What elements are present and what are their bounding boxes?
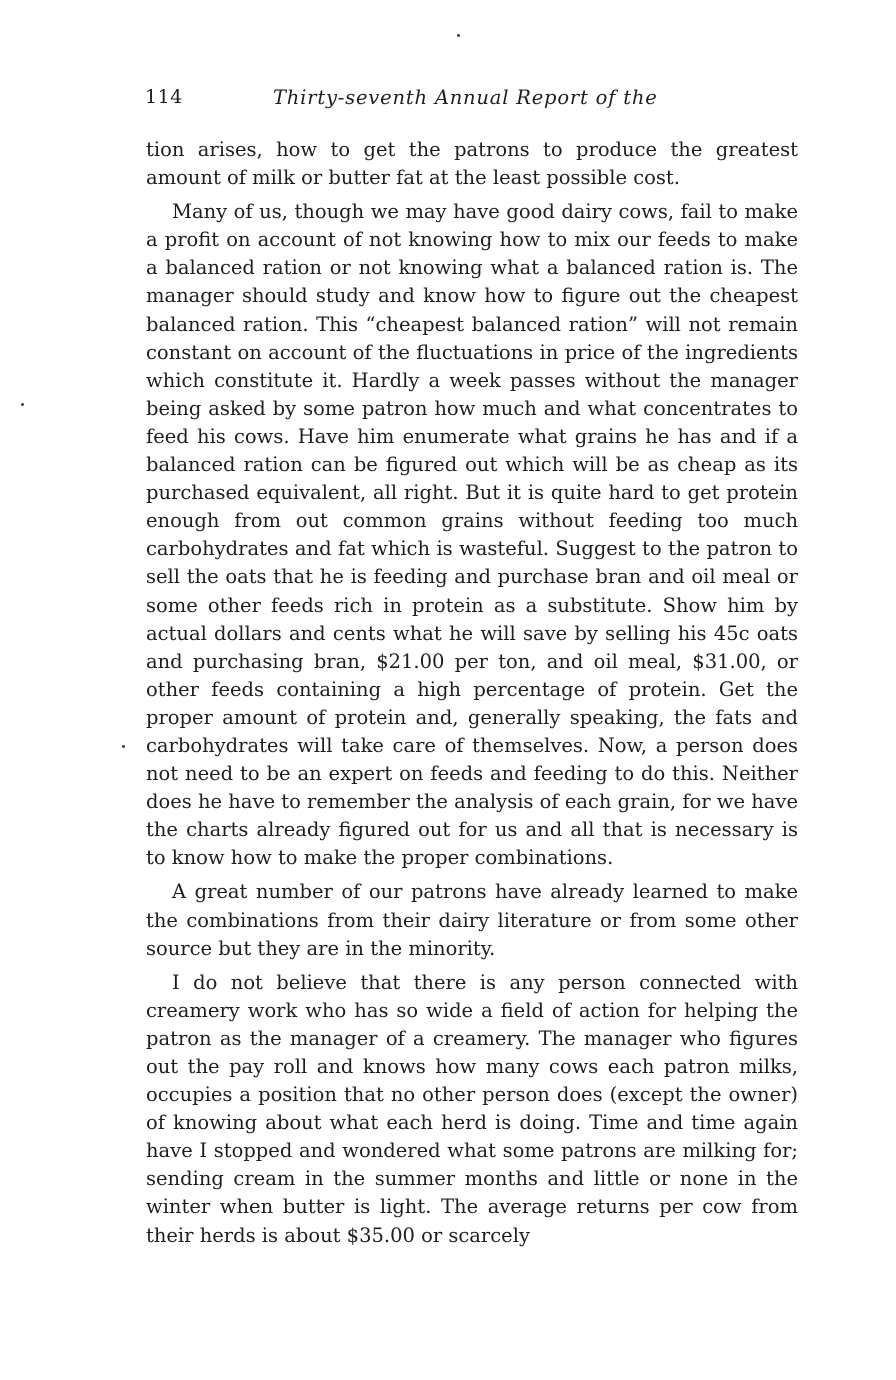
paragraph-manager-role: I do not believe that there is any person connected with creamery work who has so wide a field of action for helping the patron as the manager of a creamery. The manager who figures out the pay roll and knows how many cows each patron milks, occupies a position that no other person does (except the owner) of knowing about what each herd is doing. Time and time again have I stopped and wondered what some patrons are milking for; sending cream in the summer months and little or none in the winter when butter is light. The average returns per cow from their herds is about $35.00 or scarcely [146, 970, 798, 1247]
paragraph-patrons-learned: A great number of our patrons have already learned to make the combinations from their dairy literature or from some other source but they are in the minority. [146, 880, 798, 960]
body-text [146, 136, 798, 1256]
print-speck [21, 403, 24, 406]
page-header [145, 86, 665, 116]
print-speck [122, 745, 125, 748]
running-title: Thirty-seventh Annual Report of the [273, 86, 658, 109]
paragraph-continued: tion arises, how to get the patrons to produce the greatest amount of milk or butter fat at the least possible cost. [146, 138, 798, 190]
page-number: 114 [145, 86, 183, 108]
paragraph-feed-rations: Many of us, though we may have good dairy cows, fail to make a profit on account of not knowing how to mix our feeds to make a balanced ration or not knowing what a balanced ration is. The manager should study and know how to figure out the cheapest balanced ration. This “cheapest balanced ration” will not remain constant on account of the fluctuations in price of the ingredients which constitute it. Hardly a week passes without the manager being asked by some patron how much and what concentrates to feed his cows. Have him enumerate what grains he has and if a balanced ration can be figured out which will be as cheap as its purchased equivalent, all right. But it is quite hard to get protein enough from out common grains without feeding too much carbohydrates and fat which is wasteful. Suggest to the patron to sell the oats that he is feeding and purchase bran and oil meal or some other feeds rich in protein as a substitute. Show him by actual dollars and cents what he will save by selling his 45c oats and purchasing bran, $21.00 per ton, and oil meal, $31.00, or other feeds containing a high percentage of protein. Get the proper amount of protein and, generally speaking, the fats and carbohydrates will take care of themselves. Now, a person does not need to be an expert on feeds and feeding to do this. Neither does he have to remember the analysis of each grain, for we have the charts already figured out for us and all that is necessary is to know how to make the proper combinations. [146, 200, 798, 870]
print-speck [457, 34, 460, 37]
